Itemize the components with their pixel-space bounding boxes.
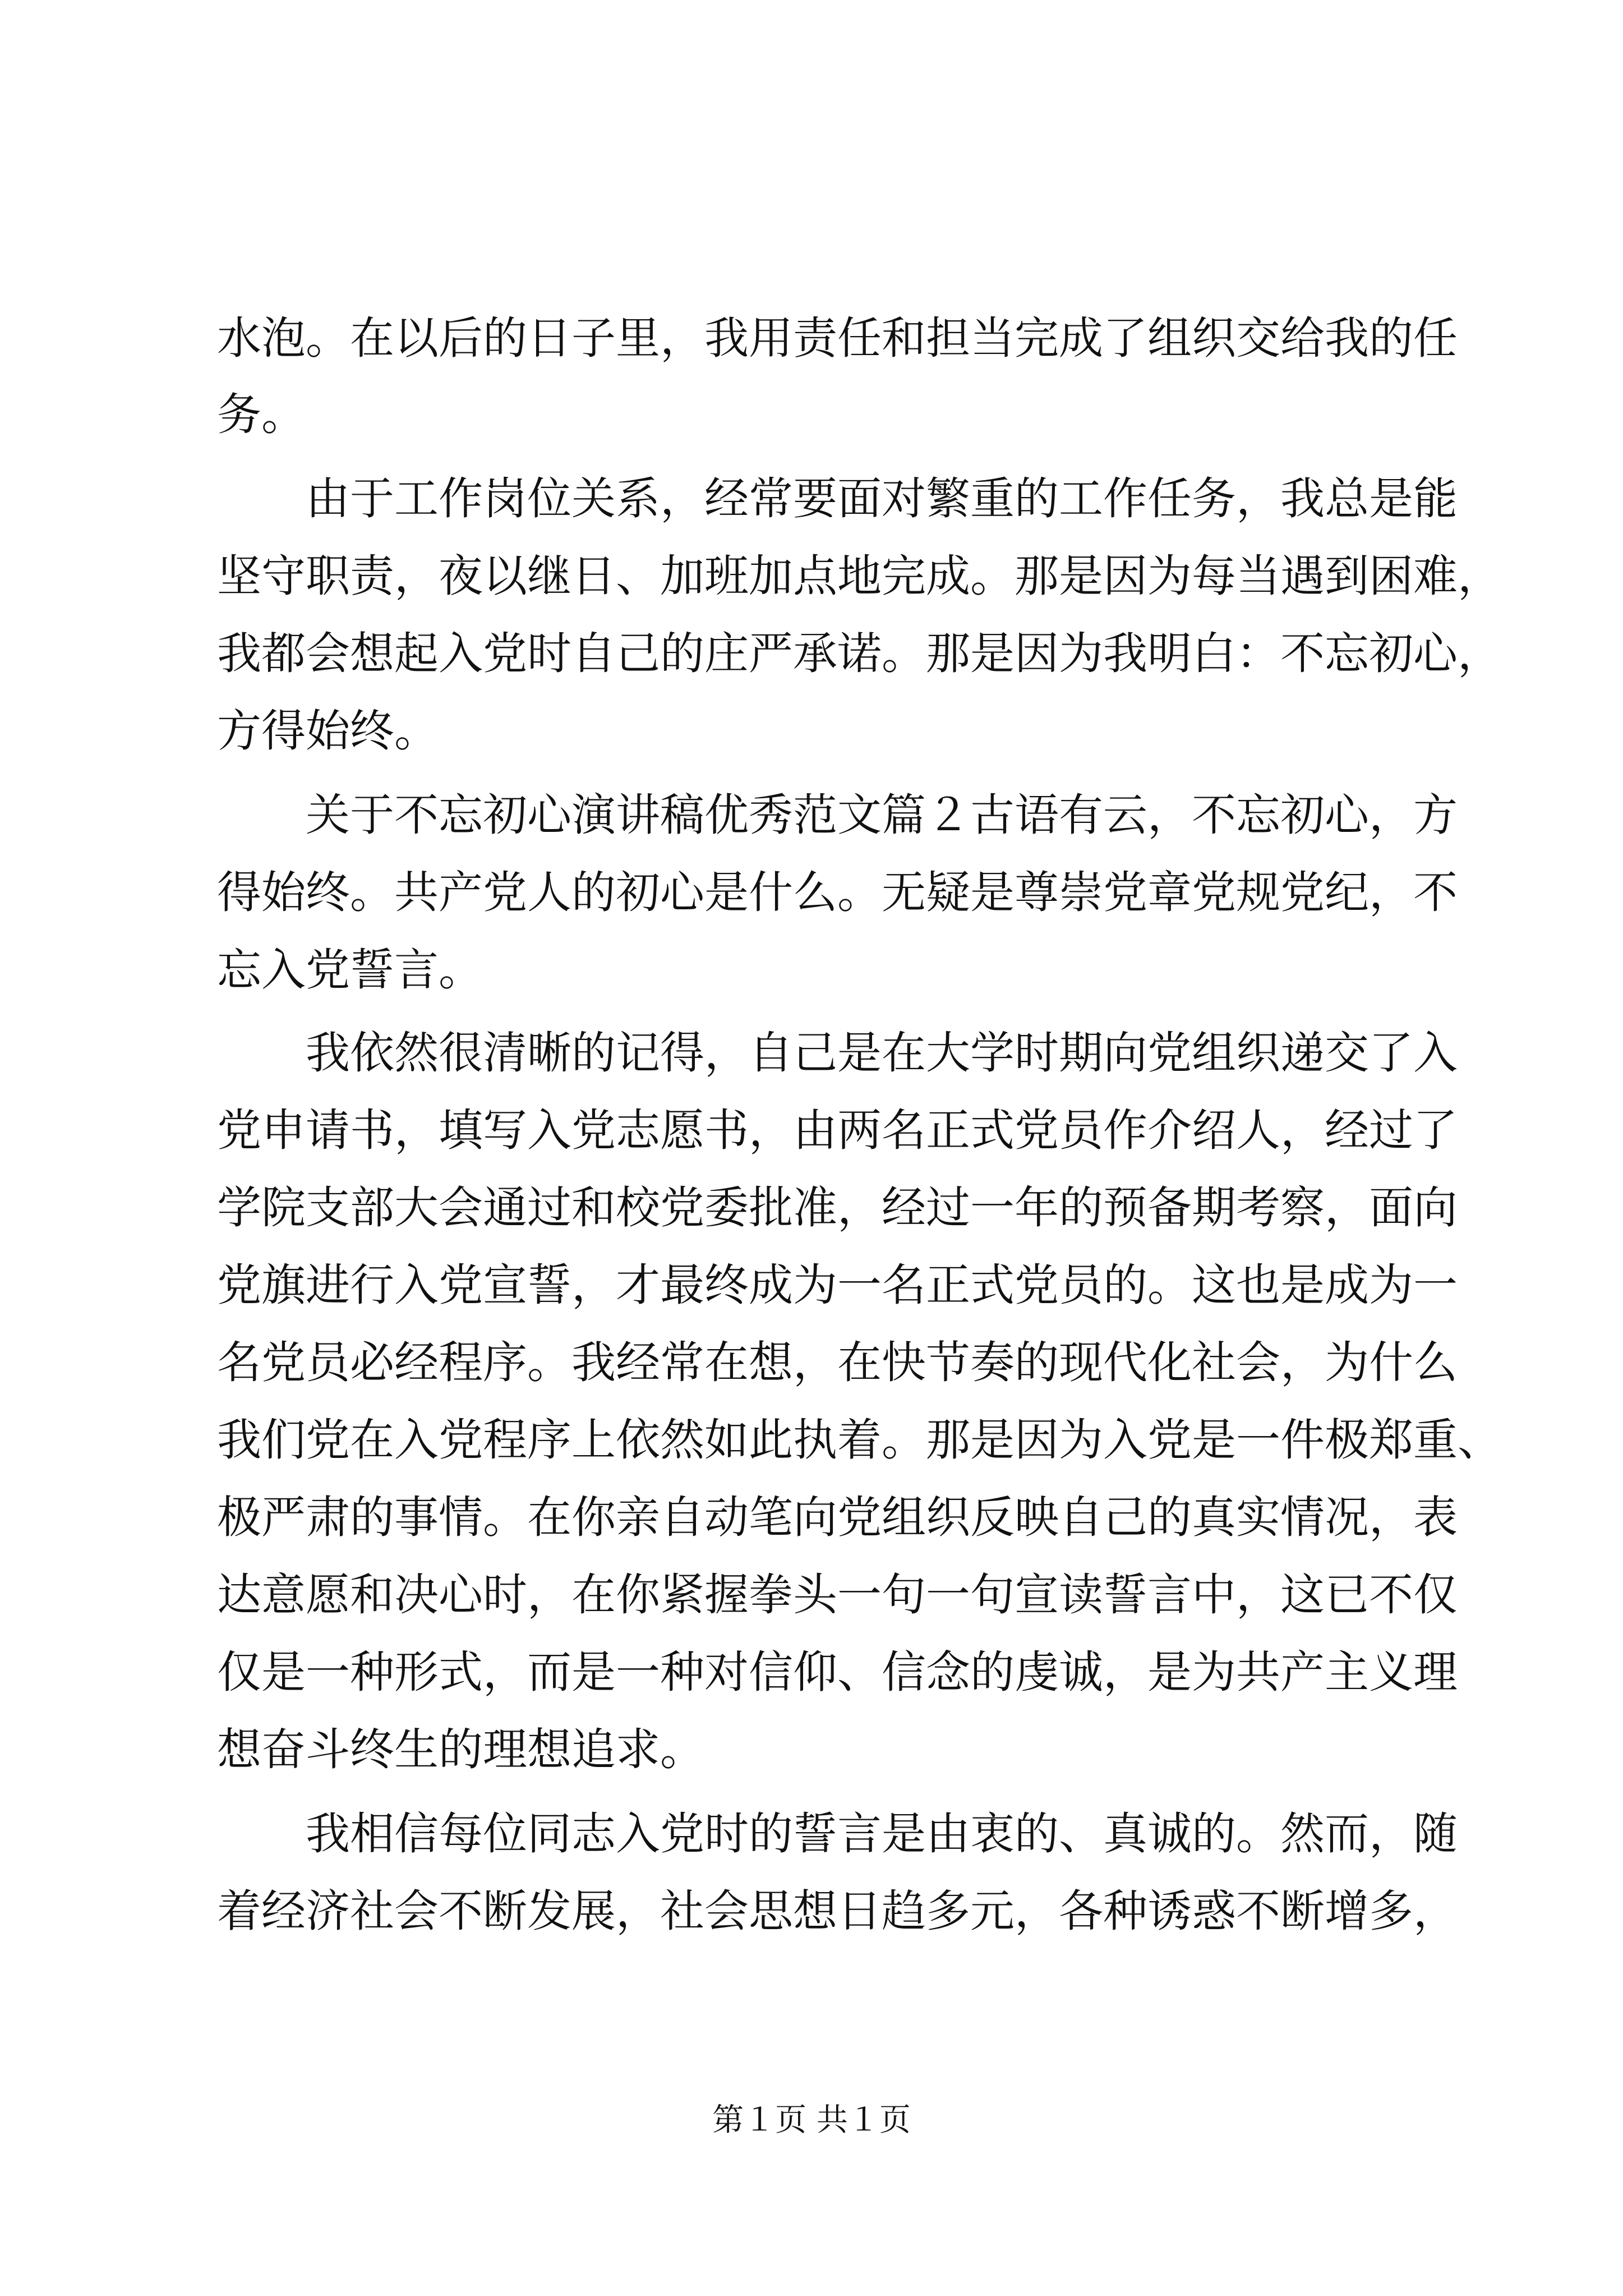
- text-line: 我都会想起入党时自己的庄严承诺。那是因为我明白：不忘初心，: [217, 628, 1502, 679]
- text-line: 名党员必经程序。我经常在想，在快节奏的现代化社会，为什么: [217, 1337, 1458, 1388]
- text-line: 我们党在入党程序上依然如此执着。那是因为入党是一件极郑重、: [217, 1414, 1502, 1466]
- text-line: 水泡。在以后的日子里，我用责任和担当完成了组织交给我的任: [217, 312, 1458, 364]
- text-line: 我依然很清晰的记得，自己是在大学时期向党组织递交了入: [306, 1027, 1458, 1079]
- text-line: 极严肃的事情。在你亲自动笔向党组织反映自己的真实情况，表: [217, 1492, 1458, 1543]
- text-line: 着经济社会不断发展，社会思想日趋多元，各种诱惑不断增多，: [217, 1885, 1458, 1937]
- text-line: 仅是一种形式，而是一种对信仰、信念的虔诚，是为共产主义理: [217, 1646, 1458, 1698]
- text-line: 得始终。共产党人的初心是什么。无疑是尊崇党章党规党纪，不: [217, 867, 1458, 918]
- text-line: 方得始终。: [217, 705, 439, 757]
- text-line: 关于不忘初心演讲稿优秀范文篇２古语有云，不忘初心，方: [306, 789, 1458, 841]
- text-line: 党旗进行入党宣誓，才最终成为一名正式党员的。这也是成为一: [217, 1259, 1458, 1311]
- text-line: 党申请书，填写入党志愿书，由两名正式党员作介绍人，经过了: [217, 1105, 1458, 1156]
- text-line: 忘入党誓言。: [217, 944, 483, 996]
- text-line: 我相信每位同志入党时的誓言是由衷的、真诚的。然而，随: [306, 1808, 1458, 1860]
- text-line: 想奋斗终生的理想追求。: [217, 1724, 704, 1775]
- text-line: 由于工作岗位关系，经常要面对繁重的工作任务，我总是能: [306, 473, 1458, 524]
- text-line: 达意愿和决心时，在你紧握拳头一句一句宣读誓言中，这已不仅: [217, 1569, 1458, 1621]
- text-line: 务。: [217, 389, 306, 440]
- text-line: 坚守职责，夜以继日、加班加点地完成。那是因为每当遇到困难，: [217, 550, 1502, 602]
- text-line: 学院支部大会通过和校党委批准，经过一年的预备期考察，面向: [217, 1182, 1458, 1234]
- page-footer: 第１页 共１页: [712, 2102, 911, 2138]
